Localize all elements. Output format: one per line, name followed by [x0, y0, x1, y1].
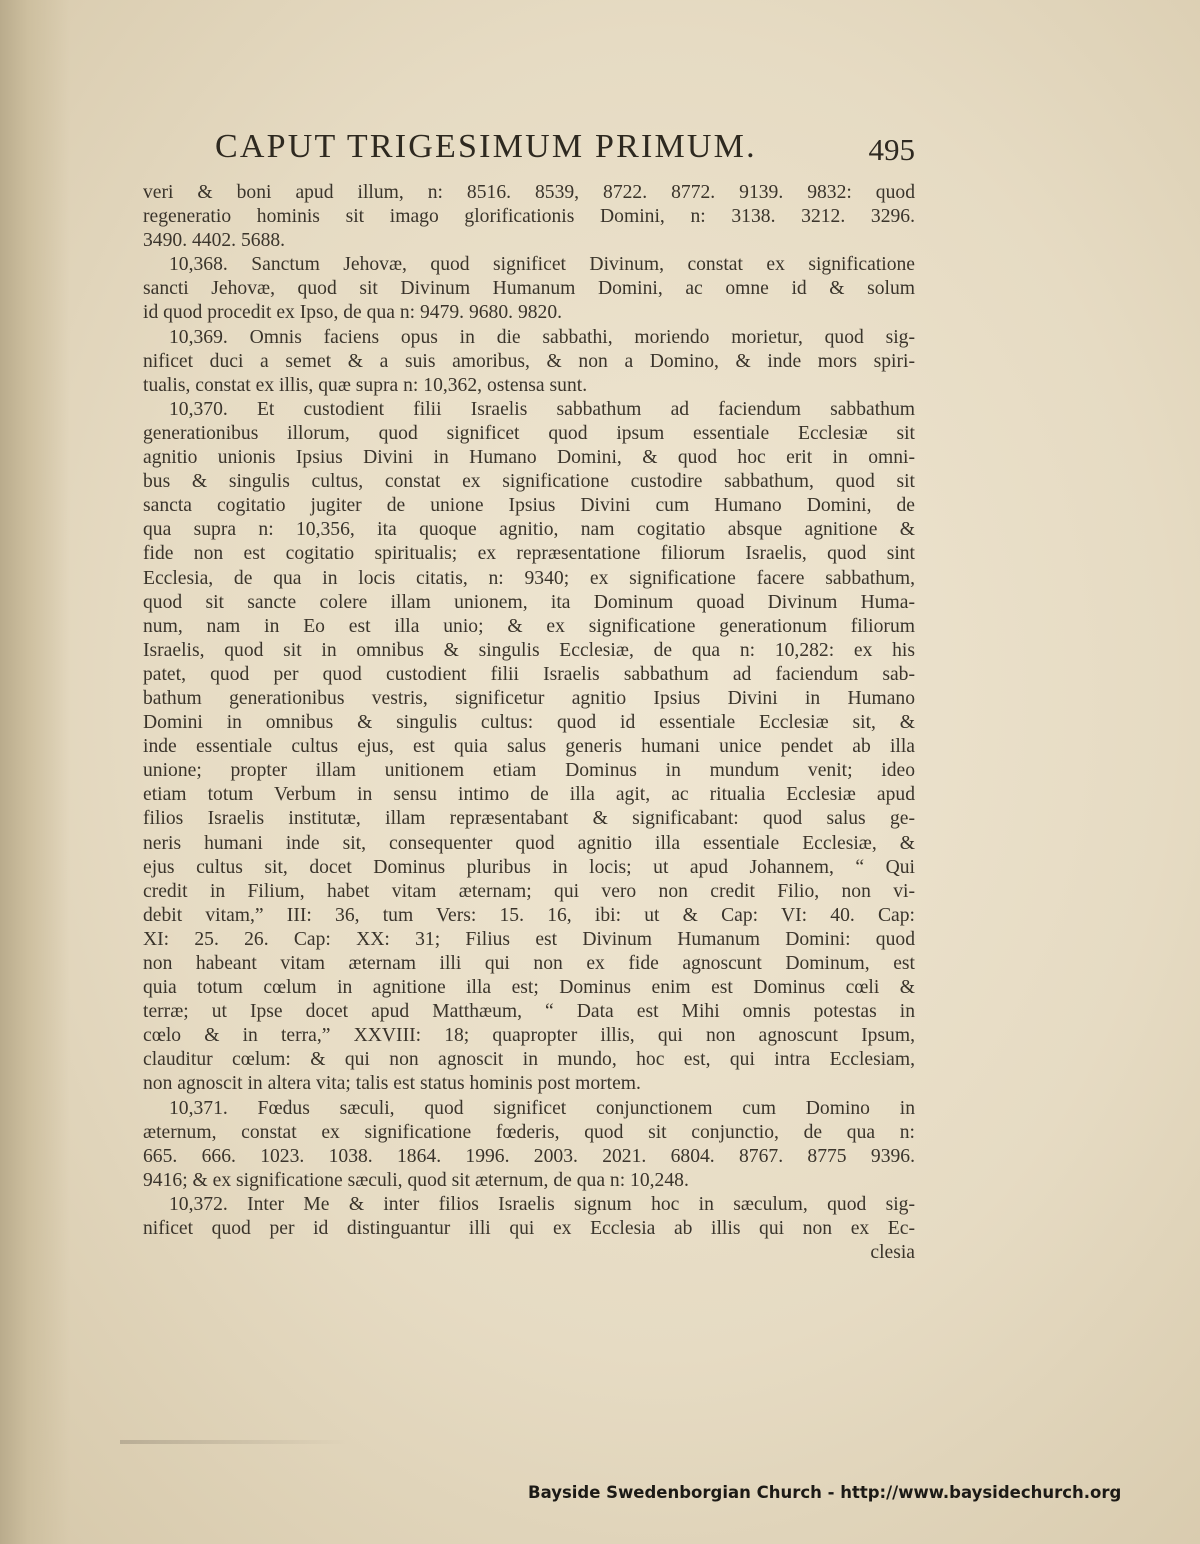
- text-line: 9416; & ex significatione sæculi, quod sit æternum, de qua n: 10,248.: [143, 1169, 689, 1191]
- text-line: regeneratio hominis sit imago glorificationis Domini, n: 3138. 3212. 3296.: [143, 206, 915, 228]
- text-line: ejus cultus sit, docet Dominus pluribus in locis; ut apud Johannem, “ Qui: [143, 856, 915, 878]
- running-title: CAPUT TRIGESIMUM PRIMUM.: [215, 128, 757, 165]
- catchword: clesia: [870, 1242, 915, 1264]
- text-line: nificet duci a semet & a suis amoribus, & non a Domino, & inde mors spiri-: [143, 350, 915, 372]
- paragraph-start-line: 10,368. Sanctum Jehovæ, quod significet Divinum, constat ex significatione: [169, 254, 915, 276]
- text-line: æternum, constat ex significatione fœderis, quod sit conjunctio, de qua n:: [143, 1121, 915, 1143]
- text-line: XI: 25. 26. Cap: XX: 31; Filius est Divinum Humanum Domini: quod: [143, 928, 915, 950]
- body-text: [143, 181, 915, 1265]
- paragraph-start-line: 10,372. Inter Me & inter filios Israelis signum hoc in sæculum, quod sig-: [169, 1193, 915, 1215]
- text-line: 3490. 4402. 5688.: [143, 230, 286, 252]
- text-line: patet, quod per quod custodient filii Israelis sabbathum ad faciendum sab-: [143, 663, 915, 685]
- text-line: agnitio unionis Ipsius Divini in Humano Domini, & quod hoc erit in omni-: [143, 447, 915, 469]
- text-line: tualis, constat ex illis, quæ supra n: 10,362, ostensa sunt.: [143, 374, 588, 396]
- text-line: quia totum cœlum in agnitione illa est; Dominus enim est Dominus cœli &: [143, 977, 915, 999]
- text-line: unione; propter illam unitionem etiam Dominus in mundum venit; ideo: [143, 760, 915, 782]
- text-line: sancti Jehovæ, quod sit Divinum Humanum Domini, ac omne id & solum: [143, 278, 915, 300]
- text-line: num, nam in Eo est illa unio; & ex significatione generationum filiorum: [143, 615, 915, 637]
- text-line: id quod procedit ex Ipso, de qua n: 9479. 9680. 9820.: [143, 302, 563, 324]
- text-line: filios Israelis institutæ, illam repræsentabant & significabant: quod salus ge-: [143, 808, 915, 830]
- text-line: quod sit sancte colere illam unionem, ita Dominum quoad Divinum Huma-: [143, 591, 915, 613]
- paragraph-start-line: 10,369. Omnis faciens opus in die sabbathi, moriendo morietur, quod sig-: [169, 326, 915, 348]
- text-line: 665. 666. 1023. 1038. 1864. 1996. 2003. 2021. 6804. 8767. 8775 9396.: [143, 1145, 915, 1167]
- page-number: 495: [868, 132, 915, 167]
- text-line: terræ; ut Ipse docet apud Matthæum, “ Data est Mihi omnis potestas in: [143, 1001, 915, 1023]
- text-line: debit vitam,” III: 36, tum Vers: 15. 16, ibi: ut & Cap: VI: 40. Cap:: [143, 904, 915, 926]
- ink-bleed-mark: [120, 1440, 350, 1444]
- text-line: neris humani inde sit, consequenter quod agnitio illa essentiale Ecclesiæ, &: [143, 832, 915, 854]
- page-header: [215, 128, 915, 178]
- text-line: Ecclesia, de qua in locis citatis, n: 9340; ex significatione facere sabbathum,: [143, 567, 915, 589]
- text-line: cœlo & in terra,” XXVIII: 18; quapropter illis, qui non agnoscunt Ipsum,: [143, 1025, 915, 1047]
- text-line: non habeant vitam æternam illi qui non ex fide agnoscunt Dominum, est: [143, 953, 915, 974]
- footer-watermark: Bayside Swedenborgian Church - http://www.baysidechurch.org: [528, 1483, 1122, 1502]
- text-line: Israelis, quod sit in omnibus & singulis Ecclesiæ, de qua n: 10,282: ex his: [143, 639, 915, 661]
- text-line: bathum generationibus vestris, significetur agnitio Ipsius Divini in Humano: [143, 687, 915, 709]
- text-line: nificet quod per id distinguantur illi qui ex Ecclesia ab illis qui non ex Ec-: [143, 1218, 915, 1240]
- text-line: credit in Filium, habet vitam æternam; qui vero non credit Filio, non vi-: [143, 880, 915, 902]
- binding-gutter-shadow: [0, 0, 70, 1544]
- text-line: non agnoscit in altera vita; talis est status hominis post mortem.: [143, 1073, 641, 1095]
- text-line: sancta cogitatio jugiter de unione Ipsius Divini cum Humano Domini, de: [143, 495, 915, 517]
- paragraph-start-line: 10,371. Fœdus sæculi, quod significet conjunctionem cum Domino in: [169, 1097, 915, 1119]
- text-line: inde essentiale cultus ejus, est quia salus generis humani unice pendet ab illa: [143, 736, 915, 758]
- text-line: clauditur cœlum: & qui non agnoscit in mundo, hoc est, qui intra Ecclesiam,: [143, 1049, 915, 1071]
- text-line: qua supra n: 10,356, ita quoque agnitio, nam cogitatio absque agnitione &: [143, 519, 915, 541]
- text-line: Domini in omnibus & singulis cultus: quod id essentiale Ecclesiæ sit, &: [143, 712, 915, 734]
- text-line: veri & boni apud illum, n: 8516. 8539, 8722. 8772. 9139. 9832: quod: [143, 182, 915, 203]
- text-line: generationibus illorum, quod significet quod ipsum essentiale Ecclesiæ sit: [143, 422, 915, 444]
- text-line: bus & singulis cultus, constat ex significatione custodire sabbathum, quod sit: [143, 471, 915, 493]
- text-line: etiam totum Verbum in sensu intimo de illa agit, ac ritualia Ecclesiæ apud: [143, 784, 915, 806]
- paragraph-start-line: 10,370. Et custodient filii Israelis sabbathum ad faciendum sabbathum: [169, 398, 915, 420]
- text-line: fide non est cogitatio spiritualis; ex repræsentatione filiorum Israelis, quod sint: [143, 543, 915, 565]
